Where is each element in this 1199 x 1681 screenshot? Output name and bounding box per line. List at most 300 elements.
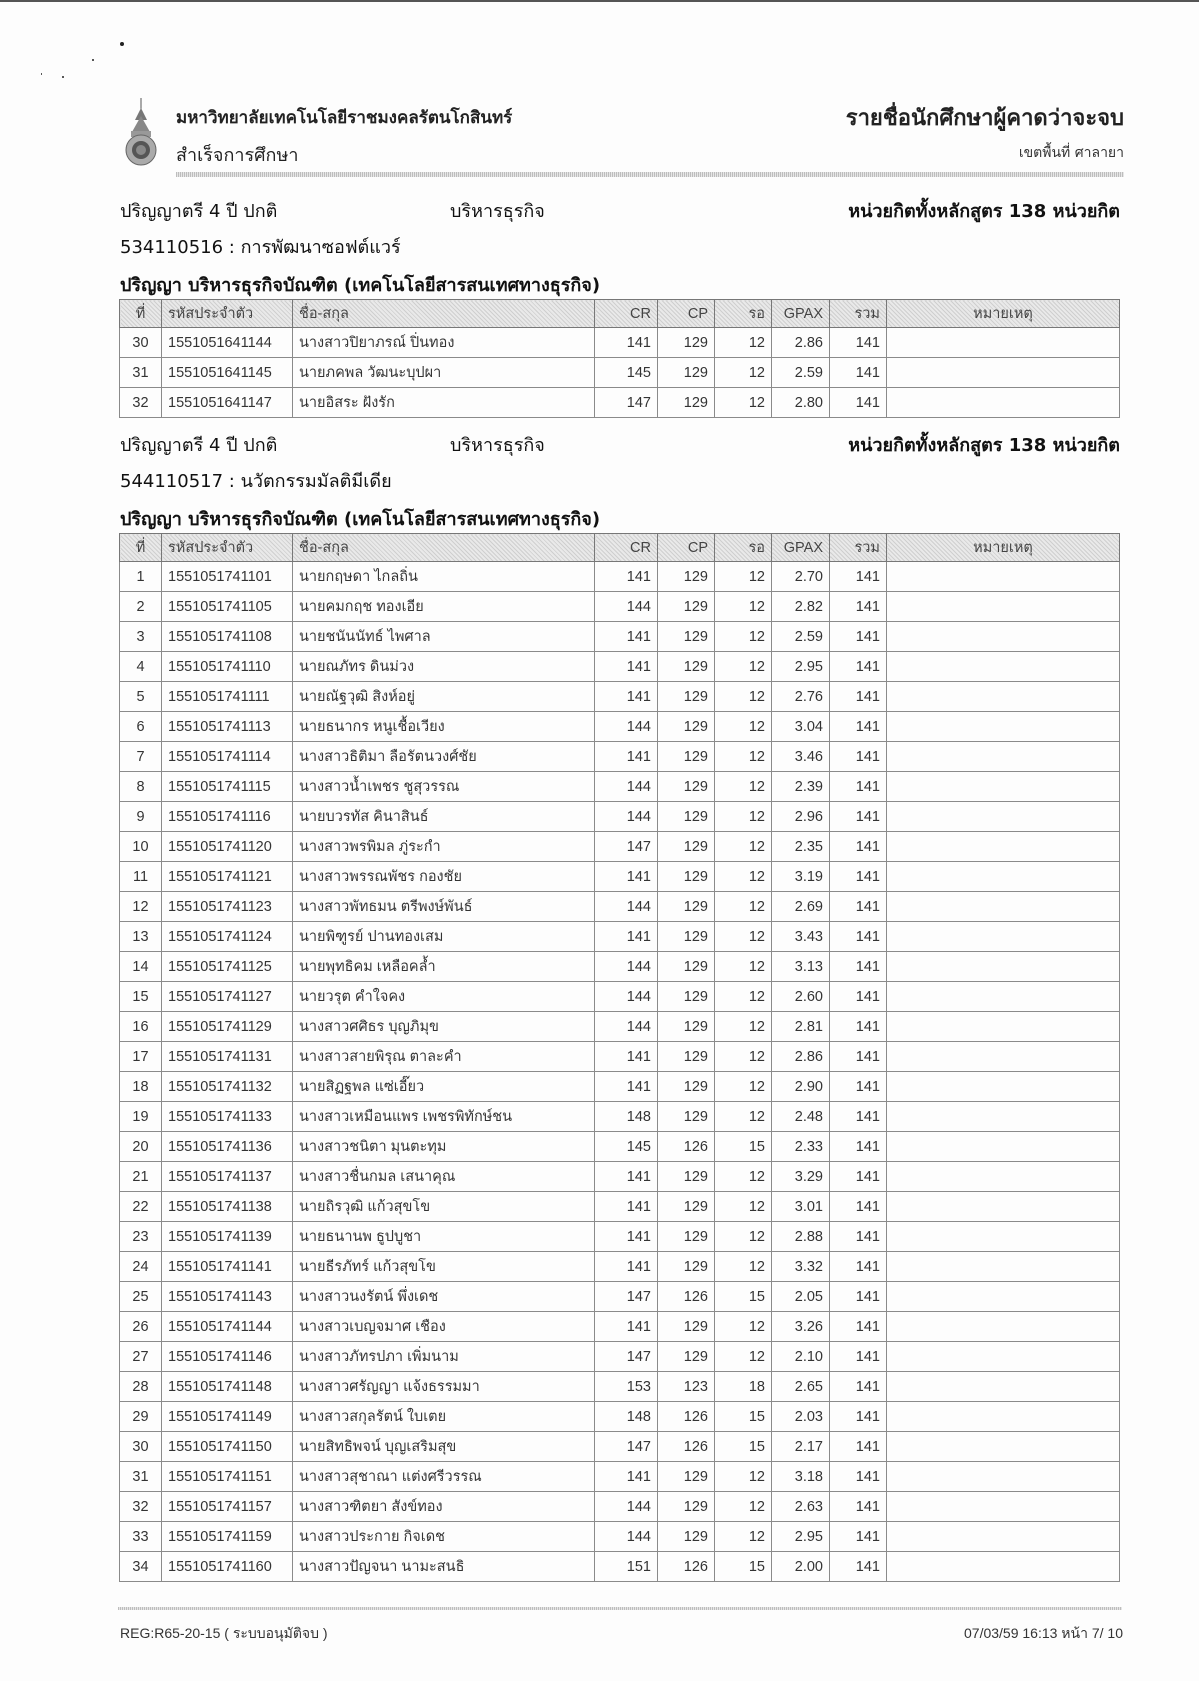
credits-total-cell: 141 [830, 772, 887, 802]
student-name-cell: นายวรุต คำใจคง [293, 982, 595, 1012]
table-row [120, 1222, 1120, 1252]
university-emblem-icon [124, 98, 158, 168]
gpax-cell: 2.00 [772, 1552, 830, 1582]
student-name-cell: นางสาวธิติมา ลือรัตนวงศ์ชัย [293, 742, 595, 772]
credits-pending-cell: 12 [715, 622, 772, 652]
student-id-cell: 1551051741149 [162, 1402, 293, 1432]
remark-cell [887, 1492, 1120, 1522]
remark-cell [887, 652, 1120, 682]
gpax-cell: 2.35 [772, 832, 830, 862]
row-number-cell: 28 [120, 1372, 162, 1402]
credits-pending-cell: 12 [715, 1102, 772, 1132]
row-number-cell: 34 [120, 1552, 162, 1582]
student-name-cell: นางสาวสุชาณา แต่งศรีวรรณ [293, 1462, 595, 1492]
gpax-cell: 2.17 [772, 1432, 830, 1462]
remark-cell [887, 358, 1120, 388]
student-id-cell: 1551051741146 [162, 1342, 293, 1372]
col-header-ro: รอ [715, 534, 772, 562]
credits-registered-cell: 144 [595, 952, 658, 982]
credits-registered-cell: 144 [595, 892, 658, 922]
row-number-cell: 9 [120, 802, 162, 832]
credits-passed-cell: 129 [658, 622, 715, 652]
credits-total-cell: 141 [830, 1162, 887, 1192]
credits-registered-cell: 147 [595, 1282, 658, 1312]
gpax-cell: 2.10 [772, 1342, 830, 1372]
student-id-cell: 1551051741121 [162, 862, 293, 892]
remark-cell [887, 682, 1120, 712]
student-name-cell: นายธนากร หนูเชื้อเวียง [293, 712, 595, 742]
gpax-cell: 2.33 [772, 1132, 830, 1162]
credits-total-cell: 141 [830, 682, 887, 712]
table-row [120, 1012, 1120, 1042]
col-header-remark: หมายเหตุ [887, 300, 1120, 328]
student-id-cell: 1551051741123 [162, 892, 293, 922]
row-number-cell: 19 [120, 1102, 162, 1132]
table-row [120, 592, 1120, 622]
table-row [120, 1042, 1120, 1072]
student-name-cell: นางสาวพรพิมล ภู่ระกำ [293, 832, 595, 862]
credits-passed-cell: 126 [658, 1402, 715, 1432]
gpax-cell: 2.59 [772, 358, 830, 388]
credits-passed-cell: 129 [658, 1162, 715, 1192]
gpax-cell: 2.88 [772, 1222, 830, 1252]
credits-passed-cell: 129 [658, 802, 715, 832]
report-header [118, 96, 1124, 176]
credits-passed-cell: 129 [658, 1102, 715, 1132]
credits-total-cell: 141 [830, 832, 887, 862]
credits-pending-cell: 18 [715, 1372, 772, 1402]
credits-registered-cell: 147 [595, 1432, 658, 1462]
table-row [120, 1102, 1120, 1132]
credits-total-cell: 141 [830, 1462, 887, 1492]
remark-cell [887, 622, 1120, 652]
row-number-cell: 30 [120, 1432, 162, 1462]
student-name-cell: นางสาวน้ำเพชร ชูสุวรรณ [293, 772, 595, 802]
credits-total-cell: 141 [830, 1222, 887, 1252]
credits-passed-cell: 129 [658, 832, 715, 862]
student-id-cell: 1551051741127 [162, 982, 293, 1012]
student-id-cell: 1551051741151 [162, 1462, 293, 1492]
remark-cell [887, 1372, 1120, 1402]
credits-registered-cell: 144 [595, 772, 658, 802]
credits-registered-cell: 144 [595, 982, 658, 1012]
gpax-cell: 2.63 [772, 1492, 830, 1522]
remark-cell [887, 1072, 1120, 1102]
section-1-program [120, 232, 1120, 261]
student-id-cell: 1551051741137 [162, 1162, 293, 1192]
col-header-gpax: GPAX [772, 300, 830, 328]
student-id-cell: 1551051641144 [162, 328, 293, 358]
credits-registered-cell: 144 [595, 1012, 658, 1042]
report-code: REG:R65-20-15 ( ระบบอนุมัติจบ ) [120, 1625, 328, 1641]
credits-pending-cell: 12 [715, 1042, 772, 1072]
student-id-cell: 1551051741138 [162, 1192, 293, 1222]
student-name-cell: นายณัฐวุฒิ สิงห์อยู่ [293, 682, 595, 712]
credits-total: หน่วยกิตทั้งหลักสูตร 138 หน่วยกิต [848, 201, 1120, 222]
student-name-cell: นางสาวเบญจมาศ เชือง [293, 1312, 595, 1342]
gpax-cell: 3.04 [772, 712, 830, 742]
remark-cell [887, 562, 1120, 592]
credits-total-cell: 141 [830, 1042, 887, 1072]
credits-passed-cell: 129 [658, 952, 715, 982]
student-name-cell: นางสาวเหมือนแพร เพชรพิทักษ์ชน [293, 1102, 595, 1132]
section-2-degree-line [120, 430, 1120, 459]
credits-total-cell: 141 [830, 652, 887, 682]
credits-pending-cell: 12 [715, 1492, 772, 1522]
credits-pending-cell: 12 [715, 982, 772, 1012]
row-number-cell: 15 [120, 982, 162, 1012]
credits-pending-cell: 12 [715, 652, 772, 682]
row-number-cell: 26 [120, 1312, 162, 1342]
credits-total-cell: 141 [830, 622, 887, 652]
table-row [120, 1372, 1120, 1402]
row-number-cell: 25 [120, 1282, 162, 1312]
student-name-cell: นางสาวชนิตา มุนตะทุม [293, 1132, 595, 1162]
gpax-cell: 2.65 [772, 1372, 830, 1402]
row-number-cell: 30 [120, 328, 162, 358]
credits-passed-cell: 129 [658, 1522, 715, 1552]
gpax-cell: 2.95 [772, 652, 830, 682]
credits-passed-cell: 129 [658, 862, 715, 892]
table-row [120, 862, 1120, 892]
credits-total-cell: 141 [830, 1132, 887, 1162]
table-row [120, 622, 1120, 652]
remark-cell [887, 1522, 1120, 1552]
student-id-cell: 1551051741110 [162, 652, 293, 682]
credits-pending-cell: 12 [715, 682, 772, 712]
credits-registered-cell: 147 [595, 1342, 658, 1372]
col-header-cp: CP [658, 300, 715, 328]
credits-registered-cell: 141 [595, 1312, 658, 1342]
credits-passed-cell: 126 [658, 1432, 715, 1462]
remark-cell [887, 862, 1120, 892]
row-number-cell: 31 [120, 358, 162, 388]
degree-level: ปริญญาตรี 4 ปี ปกติ [120, 435, 278, 456]
student-id-cell: 1551051741115 [162, 772, 293, 802]
credits-registered-cell: 153 [595, 1372, 658, 1402]
table-row [120, 328, 1120, 358]
credits-total-cell: 141 [830, 562, 887, 592]
credits-registered-cell: 141 [595, 328, 658, 358]
student-name-cell: นายสิฏฐพล แซ่เอี๊ยว [293, 1072, 595, 1102]
credits-passed-cell: 129 [658, 1312, 715, 1342]
remark-cell [887, 1222, 1120, 1252]
gpax-cell: 2.95 [772, 1522, 830, 1552]
credits-passed-cell: 129 [658, 1222, 715, 1252]
remark-cell [887, 1192, 1120, 1222]
student-id-cell: 1551051741133 [162, 1102, 293, 1132]
gpax-cell: 2.05 [772, 1282, 830, 1312]
credits-passed-cell: 129 [658, 1192, 715, 1222]
student-id-cell: 1551051741101 [162, 562, 293, 592]
table-header-row [120, 534, 1120, 562]
credits-total-cell: 141 [830, 328, 887, 358]
table-row [120, 1492, 1120, 1522]
table-row [120, 892, 1120, 922]
credits-registered-cell: 141 [595, 1252, 658, 1282]
col-header-total: รวม [830, 534, 887, 562]
student-name-cell: นางสาวฑิตยา สังข์ทอง [293, 1492, 595, 1522]
credits-pending-cell: 12 [715, 592, 772, 622]
credits-pending-cell: 12 [715, 358, 772, 388]
student-name-cell: นายกฤษดา ไกลถิ่น [293, 562, 595, 592]
credits-passed-cell: 129 [658, 922, 715, 952]
credits-pending-cell: 12 [715, 1012, 772, 1042]
gpax-cell: 2.70 [772, 562, 830, 592]
student-id-cell: 1551051741144 [162, 1312, 293, 1342]
credits-passed-cell: 129 [658, 652, 715, 682]
credits-passed-cell: 129 [658, 388, 715, 418]
row-number-cell: 6 [120, 712, 162, 742]
credits-total-cell: 141 [830, 1252, 887, 1282]
credits-passed-cell: 129 [658, 682, 715, 712]
remark-cell [887, 1312, 1120, 1342]
scan-edge [0, 0, 1199, 2]
credits-passed-cell: 126 [658, 1282, 715, 1312]
table-header-row [120, 300, 1120, 328]
credits-total-cell: 141 [830, 1522, 887, 1552]
student-name-cell: นางสาวภัทรปภา เพิ่มนาม [293, 1342, 595, 1372]
student-name-cell: นางสาวศศิธร บุญภิมุข [293, 1012, 595, 1042]
col-header-total: รวม [830, 300, 887, 328]
report-title: รายชื่อนักศึกษาผู้คาดว่าจะจบ [845, 106, 1124, 131]
credits-pending-cell: 15 [715, 1402, 772, 1432]
gpax-cell: 2.48 [772, 1102, 830, 1132]
credits-registered-cell: 141 [595, 682, 658, 712]
credits-pending-cell: 12 [715, 562, 772, 592]
credits-total-cell: 141 [830, 922, 887, 952]
credits-passed-cell: 129 [658, 742, 715, 772]
remark-cell [887, 1552, 1120, 1582]
credits-total-cell: 141 [830, 742, 887, 772]
credits-passed-cell: 129 [658, 1072, 715, 1102]
gpax-cell: 2.59 [772, 622, 830, 652]
credits-total-cell: 141 [830, 592, 887, 622]
credits-registered-cell: 151 [595, 1552, 658, 1582]
program-code-name: 544110517 : นวัตกรรมมัลติมีเดีย [120, 471, 392, 492]
row-number-cell: 12 [120, 892, 162, 922]
credits-pending-cell: 15 [715, 1132, 772, 1162]
table-row [120, 1072, 1120, 1102]
credits-registered-cell: 148 [595, 1102, 658, 1132]
row-number-cell: 31 [120, 1462, 162, 1492]
gpax-cell: 3.13 [772, 952, 830, 982]
student-id-cell: 1551051741120 [162, 832, 293, 862]
credits-total-cell: 141 [830, 1402, 887, 1432]
col-header-remark: หมายเหตุ [887, 534, 1120, 562]
credits-registered-cell: 144 [595, 802, 658, 832]
credits-passed-cell: 129 [658, 1042, 715, 1072]
credits-pending-cell: 12 [715, 772, 772, 802]
row-number-cell: 24 [120, 1252, 162, 1282]
student-name-cell: นายสิทธิพจน์ บุญเสริมสุข [293, 1432, 595, 1462]
col-header-gpax: GPAX [772, 534, 830, 562]
credits-total-cell: 141 [830, 862, 887, 892]
remark-cell [887, 328, 1120, 358]
credits-registered-cell: 141 [595, 742, 658, 772]
remark-cell [887, 982, 1120, 1012]
credits-passed-cell: 129 [658, 1342, 715, 1372]
credits-pending-cell: 12 [715, 1222, 772, 1252]
gpax-cell: 2.69 [772, 892, 830, 922]
credits-passed-cell: 129 [658, 328, 715, 358]
table-row [120, 922, 1120, 952]
credits-total-cell: 141 [830, 1342, 887, 1372]
credits-pending-cell: 12 [715, 862, 772, 892]
credits-passed-cell: 129 [658, 982, 715, 1012]
student-name-cell: นางสาวนงรัตน์ พึ่งเดช [293, 1282, 595, 1312]
credits-pending-cell: 12 [715, 892, 772, 922]
credits-pending-cell: 12 [715, 712, 772, 742]
table-row [120, 358, 1120, 388]
credits-registered-cell: 141 [595, 1462, 658, 1492]
timestamp-page-number: 07/03/59 16:13 หน้า 7/ 10 [964, 1625, 1123, 1641]
student-id-cell: 1551051741108 [162, 622, 293, 652]
student-name-cell: นางสาวพรรณพัชร กองชัย [293, 862, 595, 892]
student-id-cell: 1551051741111 [162, 682, 293, 712]
remark-cell [887, 388, 1120, 418]
credits-registered-cell: 147 [595, 388, 658, 418]
student-name-cell: นายคมกฤช ทองเอีย [293, 592, 595, 622]
credits-passed-cell: 129 [658, 772, 715, 802]
credits-registered-cell: 144 [595, 592, 658, 622]
credits-total-cell: 141 [830, 1432, 887, 1462]
student-id-cell: 1551051741124 [162, 922, 293, 952]
credits-total-cell: 141 [830, 1312, 887, 1342]
credits-pending-cell: 12 [715, 1162, 772, 1192]
table-row [120, 832, 1120, 862]
section-1-degree-line [120, 196, 1120, 225]
table-row [120, 1132, 1120, 1162]
remark-cell [887, 1432, 1120, 1462]
student-id-cell: 1551051741129 [162, 1012, 293, 1042]
col-header-name: ชื่อ-สกุล [293, 300, 595, 328]
student-table-2 [119, 533, 1120, 1582]
remark-cell [887, 1042, 1120, 1072]
col-header-cr: CR [595, 534, 658, 562]
credits-passed-cell: 129 [658, 358, 715, 388]
remark-cell [887, 1462, 1120, 1492]
table-row [120, 1552, 1120, 1582]
gpax-cell: 3.18 [772, 1462, 830, 1492]
student-id-cell: 1551051741136 [162, 1132, 293, 1162]
credits-total: หน่วยกิตทั้งหลักสูตร 138 หน่วยกิต [848, 435, 1120, 456]
remark-cell [887, 772, 1120, 802]
credits-pending-cell: 12 [715, 1462, 772, 1492]
remark-cell [887, 1342, 1120, 1372]
table-row [120, 1462, 1120, 1492]
remark-cell [887, 1252, 1120, 1282]
row-number-cell: 32 [120, 1492, 162, 1522]
credits-registered-cell: 145 [595, 358, 658, 388]
row-number-cell: 3 [120, 622, 162, 652]
table-row [120, 802, 1120, 832]
row-number-cell: 33 [120, 1522, 162, 1552]
credits-registered-cell: 141 [595, 862, 658, 892]
credits-registered-cell: 141 [595, 1192, 658, 1222]
row-number-cell: 11 [120, 862, 162, 892]
student-id-cell: 1551051741139 [162, 1222, 293, 1252]
credits-total-cell: 141 [830, 892, 887, 922]
credits-passed-cell: 129 [658, 562, 715, 592]
credits-total-cell: 141 [830, 1012, 887, 1042]
row-number-cell: 4 [120, 652, 162, 682]
row-number-cell: 22 [120, 1192, 162, 1222]
student-id-cell: 1551051741132 [162, 1072, 293, 1102]
credits-total-cell: 141 [830, 1072, 887, 1102]
remark-cell [887, 1132, 1120, 1162]
student-name-cell: นายณภัทร ดินม่วง [293, 652, 595, 682]
gpax-cell: 2.03 [772, 1402, 830, 1432]
credits-pending-cell: 12 [715, 832, 772, 862]
credits-total-cell: 141 [830, 1282, 887, 1312]
col-header-cr: CR [595, 300, 658, 328]
section-2-program [120, 466, 1120, 495]
row-number-cell: 32 [120, 388, 162, 418]
header-divider [176, 172, 1124, 177]
gpax-cell: 3.32 [772, 1252, 830, 1282]
row-number-cell: 8 [120, 772, 162, 802]
student-name-cell: นางสาวชื่นกมล เสนาคุณ [293, 1162, 595, 1192]
remark-cell [887, 1162, 1120, 1192]
remark-cell [887, 1012, 1120, 1042]
table-row [120, 682, 1120, 712]
row-number-cell: 10 [120, 832, 162, 862]
row-number-cell: 21 [120, 1162, 162, 1192]
credits-passed-cell: 129 [658, 1492, 715, 1522]
remark-cell [887, 832, 1120, 862]
credits-passed-cell: 129 [658, 1012, 715, 1042]
credits-passed-cell: 129 [658, 592, 715, 622]
student-name-cell: นางสาวปิยาภรณ์ ปิ่นทอง [293, 328, 595, 358]
row-number-cell: 17 [120, 1042, 162, 1072]
remark-cell [887, 1102, 1120, 1132]
student-id-cell: 1551051741143 [162, 1282, 293, 1312]
table-row [120, 1432, 1120, 1462]
gpax-cell: 2.90 [772, 1072, 830, 1102]
gpax-cell: 2.81 [772, 1012, 830, 1042]
col-header-name: ชื่อ-สกุล [293, 534, 595, 562]
remark-cell [887, 1402, 1120, 1432]
credits-registered-cell: 144 [595, 1492, 658, 1522]
remark-cell [887, 952, 1120, 982]
student-id-cell: 1551051741157 [162, 1492, 293, 1522]
credits-passed-cell: 126 [658, 1132, 715, 1162]
credits-pending-cell: 12 [715, 802, 772, 832]
table-row [120, 1162, 1120, 1192]
row-number-cell: 27 [120, 1342, 162, 1372]
student-name-cell: นายภคพล วัฒนะบุปผา [293, 358, 595, 388]
row-number-cell: 23 [120, 1222, 162, 1252]
department-name: สำเร็จการศึกษา [176, 145, 299, 166]
credits-total-cell: 141 [830, 388, 887, 418]
table-row [120, 1312, 1120, 1342]
col-header-student-id: รหัสประจำตัว [162, 300, 293, 328]
credits-passed-cell: 129 [658, 892, 715, 922]
student-name-cell: นางสาวสายพิรุณ ตาละคำ [293, 1042, 595, 1072]
credits-total-cell: 141 [830, 358, 887, 388]
credits-pending-cell: 12 [715, 388, 772, 418]
row-number-cell: 5 [120, 682, 162, 712]
credits-registered-cell: 145 [595, 1132, 658, 1162]
student-id-cell: 1551051741116 [162, 802, 293, 832]
table-row [120, 562, 1120, 592]
gpax-cell: 2.86 [772, 328, 830, 358]
credits-pending-cell: 15 [715, 1552, 772, 1582]
credits-pending-cell: 12 [715, 1192, 772, 1222]
credits-pending-cell: 12 [715, 1342, 772, 1372]
credits-registered-cell: 141 [595, 652, 658, 682]
